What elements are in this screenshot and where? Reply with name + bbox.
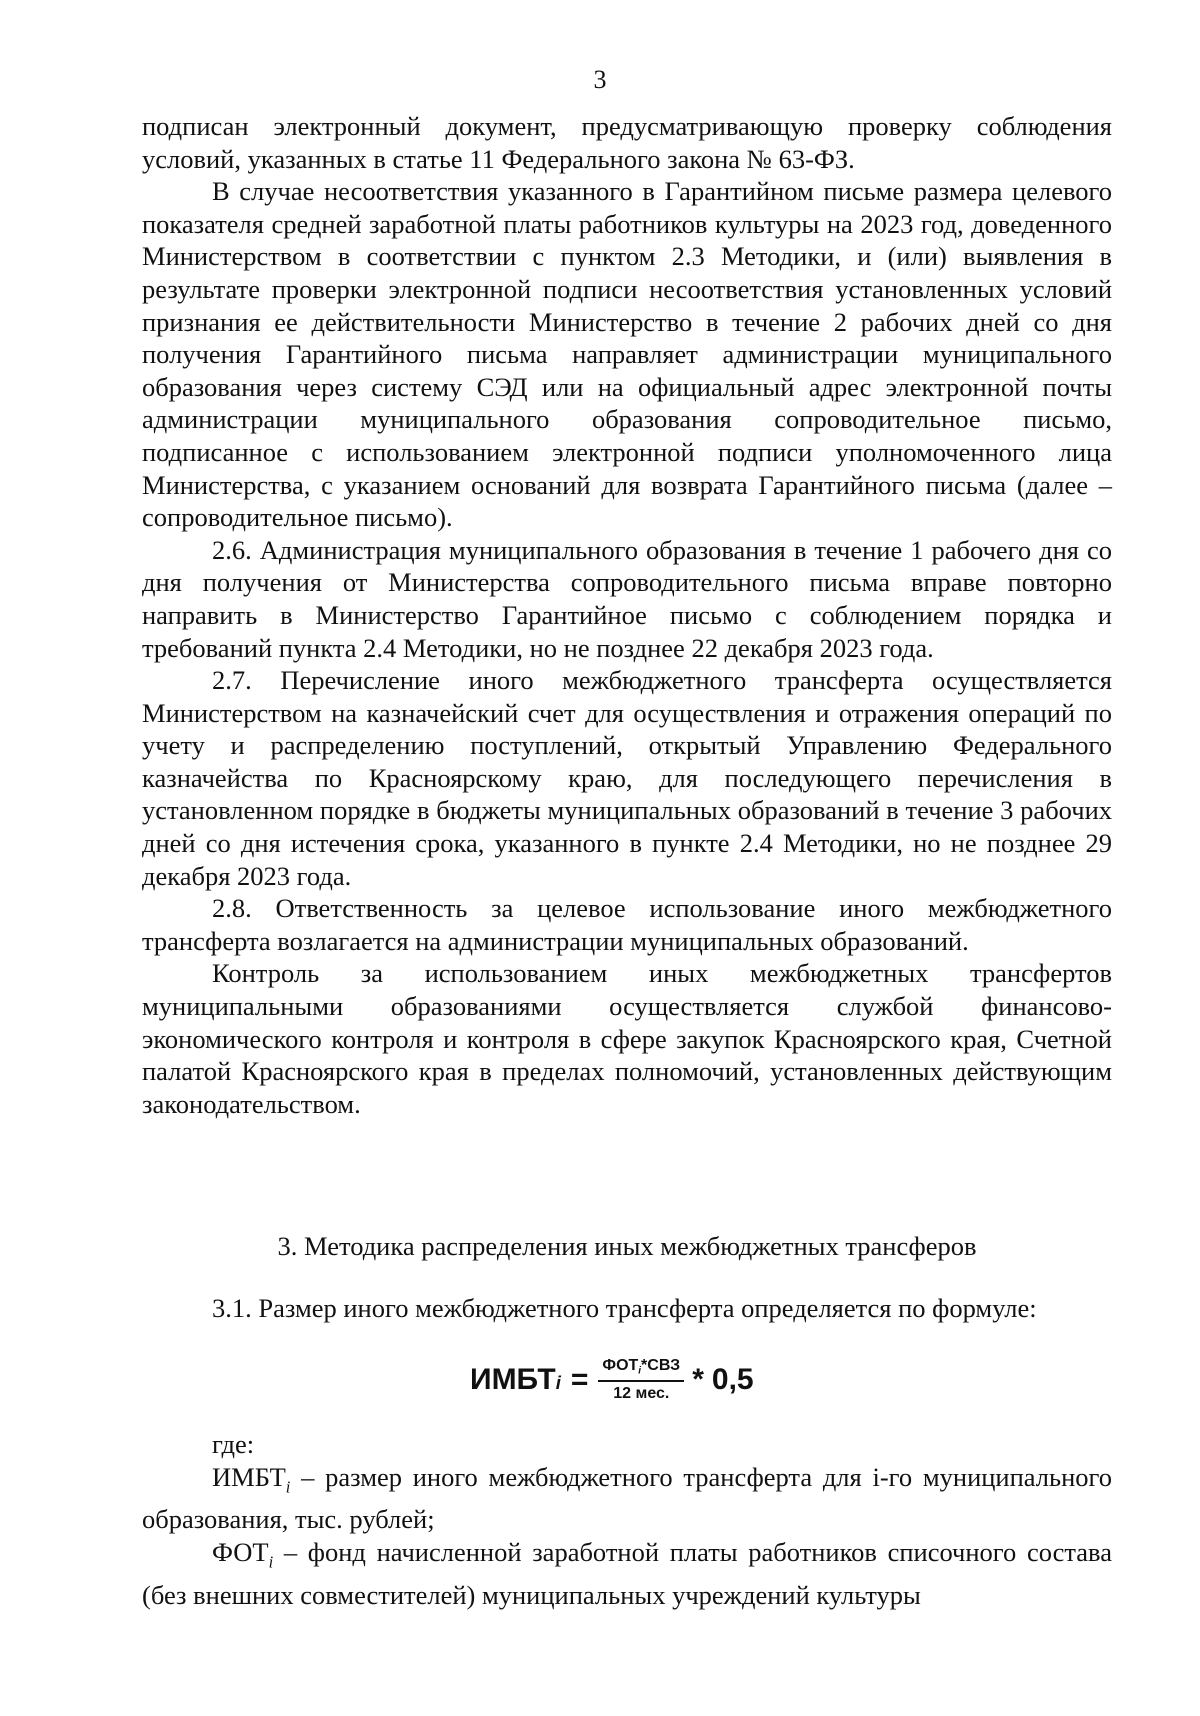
definition-imbt-term: ИМБТ bbox=[212, 1461, 286, 1492]
paragraph-3-1: 3.1. Размер иного межбюджетного трансферта определяется по формуле: bbox=[212, 1293, 1037, 1323]
paragraph-control: Контроль за использованием иных межбюджетных трансфертов муниципальными образованиями осуществляется службой финансово-экономического контроля и контроля в сфере закупок Красноярского края, Счетной палатой Красноярского края в пределах полномочий, установленных действующим законодательством. bbox=[142, 958, 1112, 1119]
paragraph-2-6: 2.6. Администрация муниципального образования в течение 1 рабочего дня со дня получения от Министерства сопроводительного письма вправе повторно направить в Министерство Гарантийное письмо с соблюдением порядка и требований пункта 2.4 Методики, но не позднее 22 декабря 2023 года. bbox=[142, 534, 1112, 663]
formula-numerator-svz: СВЗ bbox=[647, 1357, 681, 1375]
definition-imbt-index: i bbox=[285, 1476, 291, 1496]
definitions bbox=[142, 1428, 1112, 1612]
formula-lhs bbox=[470, 1363, 561, 1397]
paragraph-mismatch-case: В случае несоответствия указанного в Гарантийном письме размера целевого показателя средней заработной платы работников культуры на 2023 год, доведенного Министерством в соответствии с пунктом 2.3 Методики, и (или) выявления в результате проверки электронной подписи несоответствия установленных условий признания ее действительности Министерство в течение 2 рабочих дней со дня получения Гарантийного письма направляет администрации муниципального образования через систему СЭД или на официальный адрес электронной почты администрации муниципального образования сопроводительное письмо, подписанное с использованием электронной подписи уполномоченного лица Министерства, с указанием оснований для возврата Гарантийного письма (далее – сопроводительное письмо). bbox=[142, 176, 1112, 533]
formula-lhs-index: i bbox=[555, 1372, 561, 1393]
formula-numerator bbox=[598, 1357, 684, 1381]
formula-equals: = bbox=[570, 1363, 589, 1396]
formula-numerator-op: * bbox=[641, 1357, 648, 1375]
definition-imbt-text: – размер иного межбюджетного трансферта для i-го муниципального образования, тыс. рублей; bbox=[142, 1461, 1112, 1535]
formula-denominator: 12 мес. bbox=[613, 1384, 670, 1402]
paragraph-continuation: подписан электронный документ, предусматривающую проверку соблюдения условий, указанных в статье 11 Федерального закона № 63-ФЗ. bbox=[142, 111, 1112, 174]
page-number: 3 bbox=[593, 65, 607, 94]
formula-factor: 0,5 bbox=[711, 1363, 754, 1396]
formula-imbt bbox=[470, 1345, 754, 1415]
paragraph-2-8: 2.8. Ответственность за целевое использование иного межбюджетного трансферта возлагается на администрации муниципальных образований. bbox=[142, 893, 1112, 956]
formula-fraction bbox=[598, 1357, 684, 1402]
definition-fot bbox=[142, 1536, 1112, 1611]
section-3-heading: 3. Методика распределения иных межбюджетных трансферов bbox=[277, 1231, 977, 1261]
definition-imbt bbox=[142, 1461, 1112, 1536]
body-text bbox=[142, 110, 1112, 1120]
definition-fot-index: i bbox=[268, 1552, 274, 1572]
formula-lhs-symbol: ИМБТ bbox=[470, 1363, 556, 1396]
definition-fot-text: – фонд начисленной заработной платы работников списочного состава (без внешних совместителей) муниципальных учреждений культуры bbox=[142, 1537, 1112, 1610]
definition-fot-term: ФОТ bbox=[212, 1537, 269, 1568]
paragraph-2-7: 2.7. Перечисление иного межбюджетного трансферта осуществляется Министерством на казначейский счет для осуществления и отражения операций по учету и распределению поступлений, открытый Управлению Федерального казначейства по Красноярскому краю, для последующего перечисления в установленном порядке в бюджеты муниципальных образований в течение 3 рабочих дней со дня истечения срока, указанного в пункте 2.4 Методики, но не позднее 29 декабря 2023 года. bbox=[142, 665, 1112, 891]
formula-multiply: * bbox=[692, 1363, 704, 1396]
formula-numerator-fot: ФОТ bbox=[602, 1357, 639, 1375]
formula-numerator-index: i bbox=[638, 1365, 642, 1377]
where-label: где: bbox=[212, 1429, 255, 1459]
